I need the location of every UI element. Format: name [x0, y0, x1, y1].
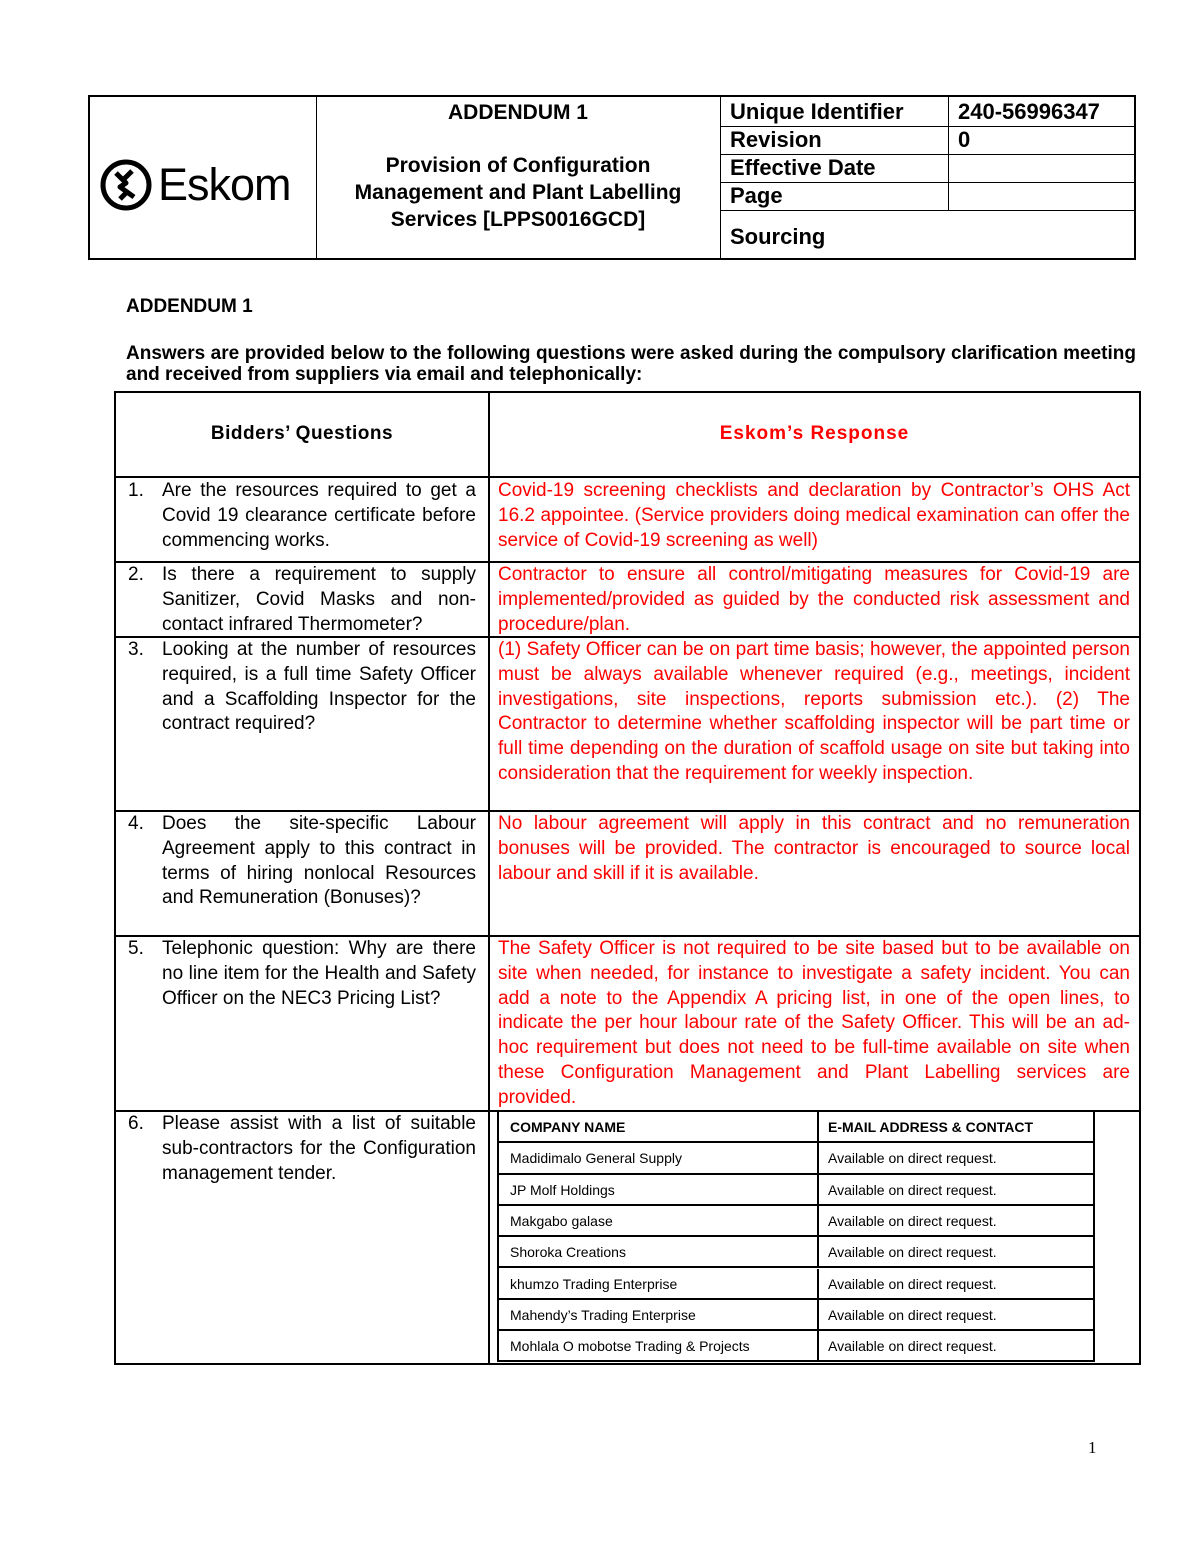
- response-text: Covid-19 screening checklists and declaration by Contractor’s OHS Act 16.2 appointee. (Service providers doing medical examination can offer the service of Covid-19 screening as well): [498, 480, 1130, 551]
- question-number: 1.: [128, 480, 144, 501]
- supplier-row: [499, 1206, 1093, 1237]
- company-contact: Available on direct request.: [828, 1275, 997, 1292]
- meta-value: 0: [958, 127, 971, 152]
- company-contact: Available on direct request.: [828, 1306, 997, 1323]
- question-number: 2.: [128, 564, 144, 585]
- supplier-table: [497, 1110, 1095, 1362]
- header-title-line4: Services [LPPS0016GCD]: [390, 208, 646, 231]
- company-name: Madidimalo General Supply: [510, 1150, 682, 1167]
- logo-wordmark: Eskom: [158, 159, 291, 210]
- document-header: [88, 95, 1136, 260]
- meta-key: Revision: [730, 127, 822, 152]
- header-title-line2: Provision of Configuration: [385, 154, 651, 177]
- response-text: No labour agreement will apply in this contract and no remuneration bonuses will be provided. The contractor is encouraged to source local labour and skill if it is available.: [498, 813, 1130, 884]
- question-number: 5.: [128, 938, 144, 959]
- meta-key: Sourcing: [730, 224, 826, 249]
- question-number: 3.: [128, 639, 144, 660]
- meta-revision: [720, 126, 1134, 155]
- eskom-emblem-icon: [100, 159, 152, 211]
- supplier-row: [499, 1175, 1093, 1206]
- question-text: Please assist with a list of suitable sub-contractors for the Configuration management tender.: [162, 1113, 476, 1184]
- column-header-response: Eskom’s Response: [719, 423, 910, 444]
- supplier-row: [499, 1300, 1093, 1331]
- page-number: 1: [1088, 1438, 1097, 1457]
- company-name: Shoroka Creations: [510, 1244, 626, 1261]
- company-contact: Available on direct request.: [828, 1338, 997, 1355]
- meta-unique-identifier: [720, 97, 1134, 127]
- response-text: The Safety Officer is not required to be site based but to be available on site when needed, for instance to investigate a safety incident. You can add a note to the Appendix A pricing list, in one of the open lines, to indicate the per hour labour rate of the Safety Officer. This will be an ad-hoc requirement but does not need to be full-time available on site when these Configuration Management and Plant Labelling services are provided.: [498, 938, 1130, 1108]
- column-header-company: COMPANY NAME: [510, 1119, 626, 1135]
- supplier-row: [499, 1331, 1093, 1362]
- supplier-row: [499, 1269, 1093, 1300]
- header-meta: [720, 97, 1134, 258]
- meta-page: [720, 182, 1134, 211]
- supplier-header-row: [499, 1112, 1093, 1143]
- company-name: Mahendy’s Trading Enterprise: [510, 1306, 696, 1323]
- question-text: Are the resources required to get a Covid 19 clearance certificate before commencing works.: [162, 480, 476, 551]
- addendum-heading: ADDENDUM 1: [126, 296, 253, 317]
- company-contact: Available on direct request.: [828, 1150, 997, 1167]
- eskom-logo: [100, 157, 310, 213]
- question-text: Telephonic question: Why are there no line item for the Health and Safety Officer on the NEC3 Pricing List?: [162, 938, 476, 1009]
- company-contact: Available on direct request.: [828, 1181, 997, 1198]
- company-name: Makgabo galase: [510, 1212, 613, 1229]
- intro-paragraph: Answers are provided below to the following questions were asked during the compulsory clarification meeting and received from suppliers via email and telephonically:: [126, 343, 1136, 385]
- company-name: Mohlala O mobotse Trading & Projects: [510, 1338, 750, 1355]
- header-title-line1: ADDENDUM 1: [447, 101, 588, 124]
- question-text: Is there a requirement to supply Sanitizer, Covid Masks and non-contact infrared Thermometer?: [162, 564, 476, 635]
- header-title: [316, 97, 721, 258]
- column-header-questions: Bidders’ Questions: [210, 423, 394, 444]
- company-name: khumzo Trading Enterprise: [510, 1275, 678, 1292]
- meta-key: Unique Identifier: [730, 99, 904, 124]
- meta-value: 240-56996347: [958, 99, 1100, 124]
- supplier-row: [499, 1237, 1093, 1268]
- column-header-contact: E-MAIL ADDRESS & CONTACT: [828, 1119, 1034, 1135]
- question-text: Looking at the number of resources required, is a full time Safety Officer and a Scaffolding Inspector for the contract required?: [162, 639, 476, 735]
- meta-sourcing: [720, 210, 1134, 258]
- response-text: (1) Safety Officer can be on part time basis; however, the appointed person must be always available whenever required (e.g., meetings, incident investigations, site inspections, reports submission etc.). (2) The Contractor to determine whether scaffolding inspector will be part time or full time depending on the duration of scaffold usage on site but taking into consideration that the requirement for weekly inspection.: [498, 639, 1130, 784]
- company-name: JP Molf Holdings: [510, 1181, 615, 1198]
- meta-key: Page: [730, 183, 783, 208]
- supplier-row: [499, 1143, 1093, 1174]
- header-title-block: [316, 152, 720, 233]
- company-contact: Available on direct request.: [828, 1244, 997, 1261]
- question-text: Does the site-specific Labour Agreement apply to this contract in terms of hiring nonlocal Resources and Remuneration (Bonuses)?: [162, 813, 476, 909]
- logo-cell: [90, 97, 317, 258]
- meta-effective-date: [720, 154, 1134, 183]
- meta-key: Effective Date: [730, 155, 876, 180]
- question-number: 6.: [128, 1113, 144, 1134]
- response-text: Contractor to ensure all control/mitigating measures for Covid-19 are implemented/provided as guided by the conducted risk assessment and procedure/plan.: [498, 564, 1130, 635]
- header-title-line3: Management and Plant Labelling: [354, 181, 682, 204]
- question-number: 4.: [128, 813, 144, 834]
- company-contact: Available on direct request.: [828, 1212, 997, 1229]
